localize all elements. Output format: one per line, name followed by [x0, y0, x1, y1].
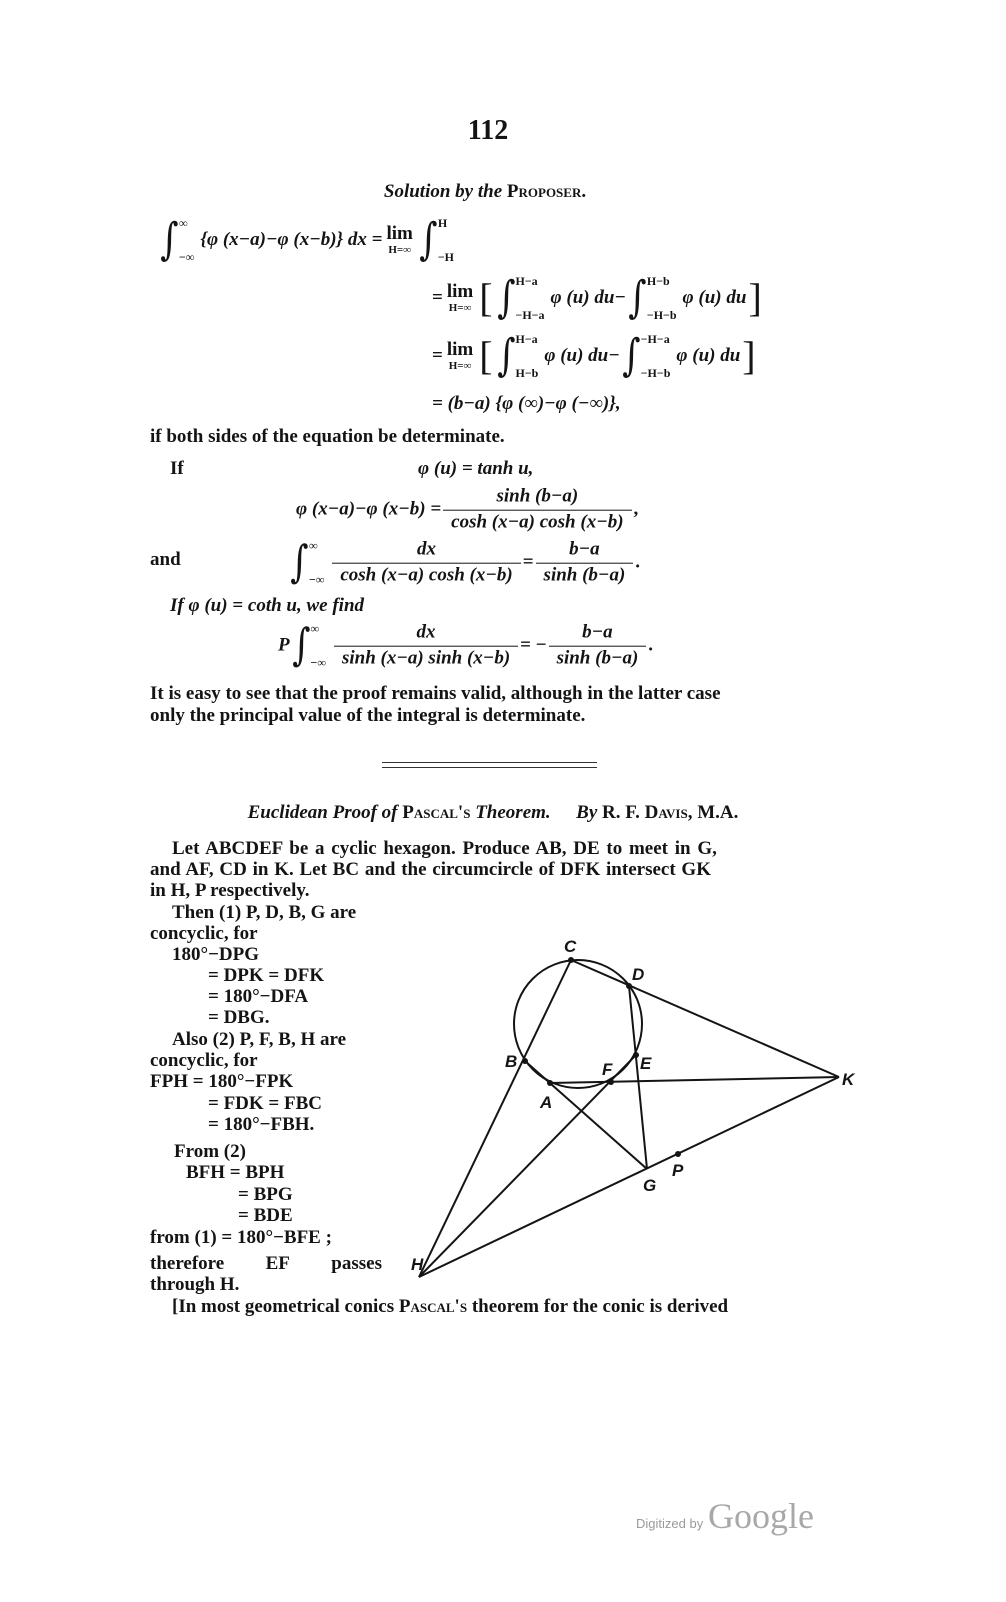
- if-label: If: [170, 458, 184, 479]
- proof-line: = 180°−FBH.: [208, 1114, 315, 1135]
- paragraph-line: only the principal value of the integral is determinate.: [150, 705, 586, 726]
- solution-heading-italic: Solution by the: [383, 181, 503, 202]
- proof-line: From (2): [174, 1141, 246, 1162]
- integral-sign: ∫: [160, 214, 179, 265]
- lower-limit: −H: [437, 250, 454, 264]
- label-E: E: [640, 1054, 652, 1073]
- equals: =: [432, 287, 443, 308]
- title-italic: Euclidean Proof of: [247, 802, 398, 823]
- paragraph: if both sides of the equation be determinate.: [150, 426, 505, 447]
- lower-limit: H−b: [515, 366, 539, 380]
- proof-line: Also (2) P, F, B, H are: [172, 1029, 346, 1050]
- label-A: A: [540, 1093, 553, 1112]
- by-label: By: [576, 802, 598, 823]
- coth-line: If φ (u) = coth u, we find: [170, 595, 365, 616]
- upper-limit: H−b: [646, 274, 670, 288]
- label-G: G: [643, 1176, 657, 1195]
- label-H: H: [411, 1255, 424, 1274]
- point-E: [633, 1052, 639, 1058]
- upper-limit: ∞: [308, 539, 318, 553]
- lim-sub: H=∞: [448, 302, 472, 314]
- point-F: [608, 1079, 614, 1085]
- line-BAG: [525, 1061, 647, 1169]
- proof-line: = BDE: [238, 1205, 293, 1226]
- label-D: D: [632, 965, 645, 984]
- word: passes: [331, 1253, 382, 1274]
- right-bracket: ]: [742, 333, 756, 378]
- label-C: C: [564, 937, 577, 956]
- word: EF: [265, 1253, 290, 1274]
- upper-limit: ∞: [178, 216, 188, 230]
- integral-sign: ∫: [290, 537, 309, 588]
- title-theorem: Theorem.: [475, 802, 551, 823]
- lower-limit: −H−a: [515, 308, 545, 322]
- text: [In most geometrical conics: [172, 1296, 395, 1317]
- proof-line: through H.: [150, 1274, 240, 1295]
- upper-limit: H−a: [515, 332, 538, 346]
- lim-sub: H=∞: [448, 360, 472, 372]
- proof-line: = BPG: [238, 1184, 293, 1205]
- lim-sub: H=∞: [388, 244, 412, 256]
- point-C: [568, 957, 574, 963]
- intro-line: Let ABCDEF be a cyclic hexagon. Produce AB, DE to meet in G,: [172, 838, 717, 859]
- pascal-name: Pascal's: [398, 1296, 468, 1317]
- integrand: φ (u) du−: [544, 345, 620, 366]
- text: theorem for the conic is derived: [471, 1296, 729, 1317]
- numerator: b−a: [536, 539, 634, 564]
- integral-sign: ∫: [496, 272, 516, 323]
- page-number: 112: [467, 115, 509, 146]
- lim-text: lim: [446, 281, 474, 302]
- proof-line: FPH = 180°−FPK: [150, 1071, 294, 1092]
- proof-line: Then (1) P, D, B, G are: [172, 902, 357, 923]
- numerator: dx: [332, 539, 520, 564]
- line-CBH: [419, 960, 571, 1277]
- denominator: cosh (x−a) cosh (x−b): [340, 564, 513, 586]
- lower-limit: −∞: [178, 250, 195, 264]
- google-watermark: [636, 1496, 814, 1544]
- lim-text: lim: [386, 223, 413, 244]
- point-B: [522, 1058, 528, 1064]
- proof-line: concyclic, for: [150, 923, 258, 944]
- lower-limit: −H−b: [646, 308, 677, 322]
- integral-sign: ∫: [291, 620, 311, 671]
- integrand: φ (u) du: [676, 345, 741, 366]
- equals-minus: = −: [520, 635, 547, 656]
- principal-value-p: P: [278, 635, 290, 656]
- upper-limit: −H−a: [640, 332, 670, 346]
- watermark-google-logo: Google: [707, 1496, 814, 1536]
- integrand: φ (u) du−: [550, 287, 626, 308]
- proof-line: = DBG.: [208, 1007, 270, 1028]
- line-AFK: [550, 1077, 839, 1083]
- word: therefore: [150, 1253, 225, 1274]
- proof-line: = DPK = DFK: [208, 965, 325, 986]
- watermark-small: Digitized by: [636, 1516, 704, 1531]
- punct: .: [635, 552, 641, 573]
- integrand: {φ (x−a)−φ (x−b)} dx =: [200, 229, 383, 250]
- lim-text: lim: [446, 339, 474, 360]
- integral-sign: ∫: [419, 214, 438, 265]
- numerator: dx: [334, 622, 518, 647]
- line-EFH: [419, 1055, 636, 1277]
- proof-line: concyclic, for: [150, 1050, 258, 1071]
- intro-line: in H, P respectively.: [150, 880, 310, 901]
- proof-line: BFH = BPH: [186, 1162, 285, 1183]
- punct: ,: [633, 499, 639, 520]
- upper-limit: ∞: [310, 622, 320, 636]
- integrand: φ (u) du: [682, 287, 747, 308]
- label-P: P: [672, 1161, 684, 1180]
- tanh-equation: φ (u) = tanh u,: [418, 458, 534, 479]
- denominator: sinh (x−a) sinh (x−b): [341, 647, 511, 669]
- numerator: b−a: [549, 622, 647, 647]
- equals: =: [522, 552, 534, 573]
- upper-limit: H−a: [515, 274, 538, 288]
- lower-limit: −∞: [308, 573, 325, 587]
- left-bracket: [: [479, 275, 493, 320]
- point-P: [675, 1151, 681, 1157]
- proof-line: = 180°−DFA: [208, 986, 309, 1007]
- denominator: cosh (x−a) cosh (x−b): [451, 511, 624, 533]
- numerator: sinh (b−a): [443, 486, 631, 511]
- line-HGPK: [419, 1077, 839, 1277]
- upper-limit: H: [437, 216, 448, 230]
- title-pascal: Pascal's: [402, 802, 471, 823]
- equation-4: = (b−a) {φ (∞)−φ (−∞)},: [432, 393, 621, 414]
- author: R. F. Davis, M.A.: [602, 802, 739, 823]
- paragraph-line: It is easy to see that the proof remains valid, although in the latter case: [150, 683, 721, 704]
- label-K: K: [842, 1070, 855, 1089]
- lower-limit: −∞: [310, 656, 326, 670]
- point-A: [547, 1080, 553, 1086]
- integral-sign: ∫: [496, 330, 516, 381]
- label-F: F: [602, 1060, 613, 1079]
- and-label: and: [150, 549, 181, 570]
- punct: .: [648, 635, 654, 656]
- right-bracket: ]: [748, 275, 762, 320]
- denominator: sinh (b−a): [543, 564, 626, 586]
- line-DEG: [629, 986, 647, 1169]
- lhs: φ (x−a)−φ (x−b) =: [296, 499, 442, 520]
- integral-sign: ∫: [628, 272, 647, 323]
- proof-line: from (1) = 180°−BFE ;: [150, 1227, 332, 1248]
- equals: =: [432, 345, 443, 366]
- lower-limit: −H−b: [640, 366, 671, 380]
- left-bracket: [: [479, 333, 493, 378]
- proof-line: 180°−DPG: [172, 944, 260, 965]
- label-B: B: [505, 1052, 518, 1071]
- intro-line: and AF, CD in K. Let BC and the circumcircle of DFK intersect GK: [150, 859, 711, 880]
- solution-heading-proposer: Proposer.: [506, 181, 587, 202]
- denominator: sinh (b−a): [556, 647, 639, 669]
- proof-line: = FDK = FBC: [208, 1093, 323, 1114]
- integral-sign: ∫: [622, 330, 641, 381]
